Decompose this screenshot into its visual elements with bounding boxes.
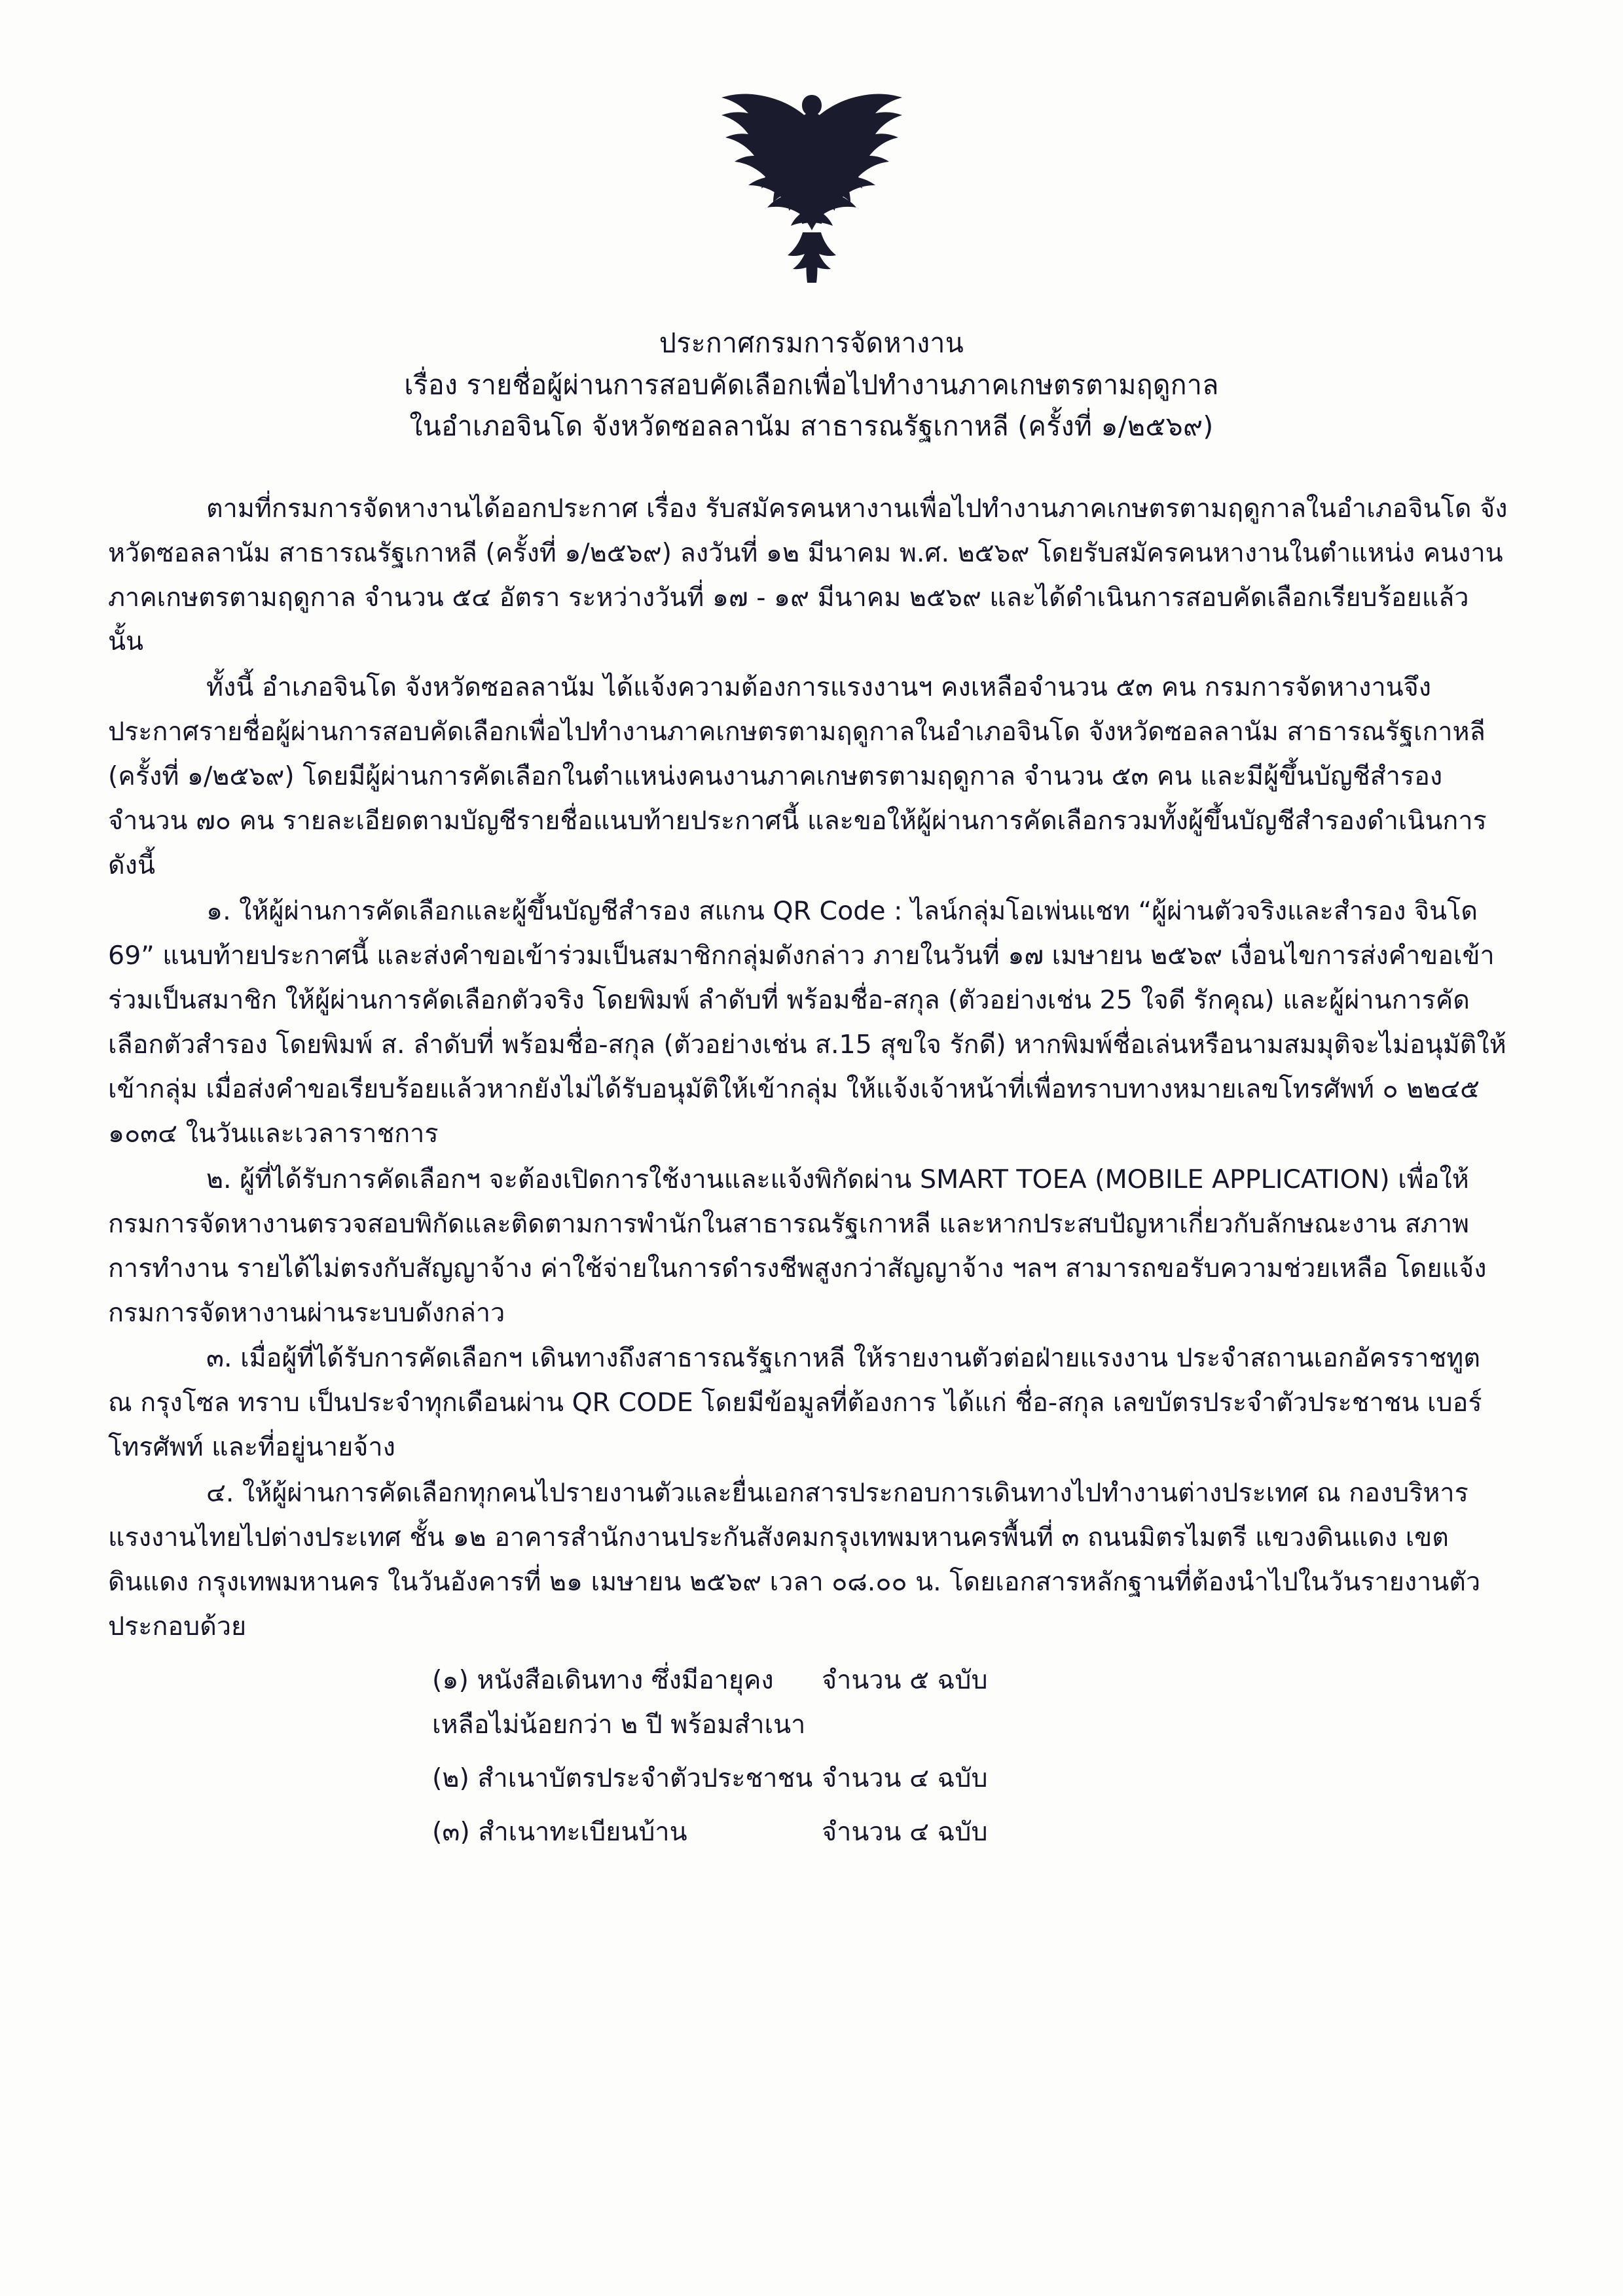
document-body	[108, 487, 1512, 1855]
paragraph-item-1: ๑. ให้ผู้ผ่านการคัดเลือกและผู้ขึ้นบัญชีสำรอง สแกน QR Code : ไลน์กลุ่มโอเพ่นแชท “ผู้ผ่านตัวจริงและสำรอง จินโด 69” แนบท้ายประกาศนี้ และส่งคำขอเข้าร่วมเป็นสมาชิกกลุ่มดังกล่าว ภายในวันที่ ๑๗ เมษายน ๒๕๖๙ เงื่อนไขการส่งคำขอเข้าร่วมเป็นสมาชิก ให้ผู้ผ่านการคัดเลือกตัวจริง โดยพิมพ์ ลำดับที่ พร้อมชื่อ-สกุล (ตัวอย่างเช่น 25 ใจดี รักคุณ) และผู้ผ่านการคัดเลือกตัวสำรอง โดยพิมพ์ ส. ลำดับที่ พร้อมชื่อ-สกุล (ตัวอย่างเช่น ส.15 สุขใจ รักดี) หากพิมพ์ชื่อเล่นหรือนามสมมุติจะไม่อนุมัติให้เข้ากลุ่ม เมื่อส่งคำขอเรียบร้อยแล้วหากยังไม่ได้รับอนุมัติให้เข้ากลุ่ม ให้แจ้งเจ้าหน้าที่เพื่อทราบทางหมายเลขโทรศัพท์ ๐ ๒๒๔๕ ๑๐๓๔ ในวันและเวลาราชการ	[108, 896, 1506, 1149]
required-documents-list	[108, 1659, 1512, 1855]
paragraph-results: ทั้งนี้ อำเภอจินโด จังหวัดซอลลานัม ได้แจ้งความต้องการแรงงานฯ คงเหลือจำนวน ๕๓ คน กรมการจัดหางานจึงประกาศรายชื่อผู้ผ่านการสอบคัดเลือกเพื่อไปทำงานภาคเกษตรตามฤดูกาลในอำเภอจินโด จังหวัดซอลลานัม สาธารณรัฐเกาหลี (ครั้งที่ ๑/๒๕๖๙) โดยมีผู้ผ่านการคัดเลือกในตำแหน่งคนงานภาคเกษตรตามฤดูกาล จำนวน ๕๓ คน และมีผู้ขึ้นบัญชีสำรอง จำนวน ๗๐ คน รายละเอียดตามบัญชีรายชื่อแนบท้ายประกาศนี้ และขอให้ผู้ผ่านการคัดเลือกรวมทั้งผู้ขึ้นบัญชีสำรองดำเนินการ ดังนี้	[108, 672, 1487, 881]
document-label: (๒) สำเนาบัตรประจำตัวประชาชน	[432, 1763, 813, 1793]
paragraph-intro: ตามที่กรมการจัดหางานได้ออกประกาศ เรื่อง รับสมัครคนหางานเพื่อไปทำงานภาคเกษตรตามฤดูกาลในอำเภอจินโด จังหวัดซอลลานัม สาธารณรัฐเกาหลี (ครั้งที่ ๑/๒๕๖๙) ลงวันที่ ๑๒ มีนาคม พ.ศ. ๒๕๖๙ โดยรับสมัครคนหางานในตำแหน่ง คนงานภาคเกษตรตามฤดูกาล จำนวน ๕๔ อัตรา ระหว่างวันที่ ๑๗ - ๑๙ มีนาคม ๒๕๖๙ และได้ดำเนินการสอบคัดเลือกเรียบร้อยแล้ว นั้น	[108, 493, 1508, 657]
list-item	[108, 1659, 1512, 1748]
document-label: (๓) สำเนาทะเบียนบ้าน	[432, 1816, 687, 1847]
paragraph-item-4: ๔. ให้ผู้ผ่านการคัดเลือกทุกคนไปรายงานตัวและยื่นเอกสารประกอบการเดินทางไปทำงานต่างประเทศ ณ กองบริหารแรงงานไทยไปต่างประเทศ ชั้น ๑๒ อาคารสำนักงานประกันสังคมกรุงเทพมหานครพื้นที่ ๓ ถนนมิตรไมตรี แขวงดินแดง เขตดินแดง กรุงเทพมหานคร ในวันอังคารที่ ๒๑ เมษายน ๒๕๖๙ เวลา ๐๘.๐๐ น. โดยเอกสารหลักฐานที่ต้องนำไปในวันรายงานตัว ประกอบด้วย	[108, 1478, 1481, 1642]
document-label: (๑) หนังสือเดินทาง ซึ่งมีอายุคงเหลือไม่น้อยกว่า ๒ ปี พร้อมสำเนา	[432, 1665, 806, 1740]
document-heading	[0, 323, 1623, 448]
heading-line-2: เรื่อง รายชื่อผู้ผ่านการสอบคัดเลือกเพื่อไปทำงานภาคเกษตรตามฤดูกาล	[404, 368, 1219, 401]
document-count: จำนวน ๔ ฉบับ	[822, 1816, 988, 1847]
paragraph-item-3: ๓. เมื่อผู้ที่ได้รับการคัดเลือกฯ เดินทางถึงสาธารณรัฐเกาหลี ให้รายงานตัวต่อฝ่ายแรงงาน ประจำสถานเอกอัครราชทูต ณ กรุงโซล ทราบ เป็นประจำทุกเดือนผ่าน QR CODE โดยมีข้อมูลที่ต้องการ ได้แก่ ชื่อ-สกุล เลขบัตรประจำตัวประชาชน เบอร์โทรศัพท์ และที่อยู่นายจ้าง	[108, 1343, 1482, 1463]
paragraph-item-2: ๒. ผู้ที่ได้รับการคัดเลือกฯ จะต้องเปิดการใช้งานและแจ้งพิกัดผ่าน SMART TOEA (MOBILE APPLICATION) เพื่อให้กรมการจัดหางานตรวจสอบพิกัดและติดตามการพำนักในสาธารณรัฐเกาหลี และหากประสบปัญหาเกี่ยวกับลักษณะงาน สภาพการทำงาน รายได้ไม่ตรงกับสัญญาจ้าง ค่าใช้จ่ายในการดำรงชีพสูงกว่าสัญญาจ้าง ฯลฯ สามารถขอรับความช่วยเหลือ โดยแจ้งกรมการจัดหางานผ่านระบบดังกล่าว	[108, 1164, 1487, 1328]
emblem-container	[0, 0, 1623, 291]
heading-line-3: ในอำเภอจินโด จังหวัดซอลลานัม สาธารณรัฐเกาหลี (ครั้งที่ ๑/๒๕๖๙)	[409, 410, 1214, 442]
list-item	[108, 1757, 1512, 1801]
list-item	[108, 1810, 1512, 1855]
heading-line-1: ประกาศกรมการจัดหางาน	[659, 327, 964, 359]
garuda-emblem	[681, 75, 943, 291]
document-count: จำนวน ๔ ฉบับ	[822, 1763, 988, 1793]
document-count: จำนวน ๕ ฉบับ	[822, 1665, 988, 1696]
